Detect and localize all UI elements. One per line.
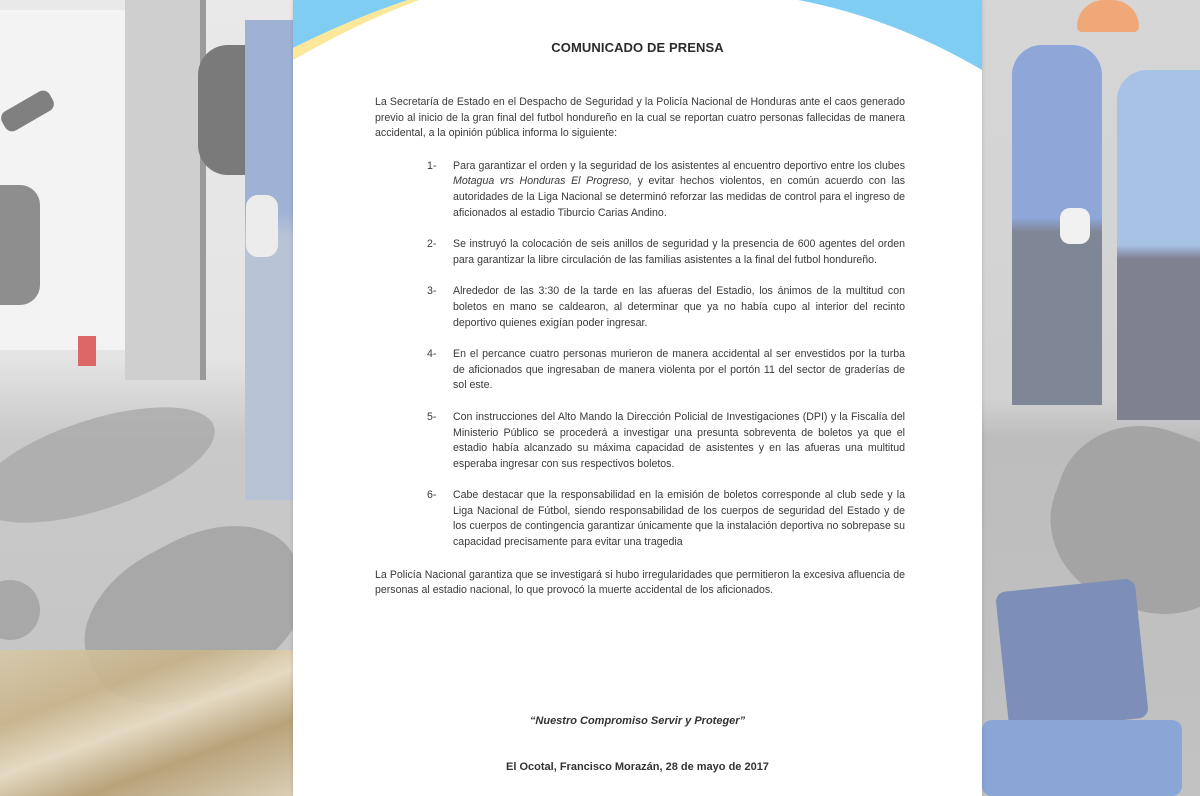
list-item [427, 284, 905, 331]
photo-orange-helmet [1077, 0, 1139, 32]
item-number: 3- [427, 285, 437, 298]
document-body [375, 95, 905, 599]
intro-paragraph: La Secretaría de Estado en el Despacho de Seguridad y la Policía Nacional de Honduras ante el caos generado previo al inicio de la gran final del futbol hondureño en la cual se reportan cuatro personas fallecidas de manera accidental, a la opinión pública informa lo siguiente: [375, 96, 905, 140]
photo-gold-tarp [0, 650, 293, 796]
background-photo-right [982, 0, 1200, 796]
list-item [427, 159, 905, 221]
item-text: Alrededor de las 3:30 de la tarde en las afueras del Estadio, los ánimos de la multitud con boletos en mano se caldearon, al determinar que ya no había cupo al interior del recinto deportivo quienes exigían poder ingresar. [453, 285, 905, 329]
document-title: COMUNICADO DE PRENSA [551, 40, 724, 55]
item-number: 2- [427, 238, 437, 251]
item-text: Se instruyó la colocación de seis anillos de seguridad y la presencia de 600 agentes del orden para garantizar la libre circulación de las familias asistentes a la final del futbol hondureño. [453, 238, 905, 266]
motto: “Nuestro Compromiso Servir y Proteger” [529, 715, 746, 727]
photo-figure-shadow [0, 185, 40, 305]
item-text: Con instrucciones del Alto Mando la Dirección Policial de Investigaciones (DPI) y la Fiscalía del Ministerio Público se procederá a investigar una presunta sobreventa de boletos ya que el estadio había alcanzado su máxima capacidad de asistentes y en las afueras una multitud esperaba ingresar con sus respectivos boletos. [453, 410, 905, 470]
list-item [427, 488, 905, 550]
list-item [427, 347, 905, 394]
item-text: y evitar hechos violentos, en común acuerdo con las autoridades de la Liga Nacional se determinó reforzar las medidas de control para el ingreso de aficionados al estadio Tiburcio Carias Andino. [453, 175, 906, 219]
item-number: 6- [427, 489, 437, 502]
photo-blue-bag [995, 578, 1149, 732]
photo-red-cup [78, 336, 96, 366]
list-item [427, 410, 905, 472]
place-and-date: El Ocotal, Francisco Morazán, 28 de mayo de 2017 [506, 761, 769, 773]
item-text-emphasis: Motagua vrs Honduras El Progreso, [453, 175, 633, 188]
item-text: En el percance cuatro personas murieron de manera accidental al ser envestidos por la turba de aficionados que ingresaban de manera violenta por el portón 11 del sector de graderías de sol este. [453, 348, 905, 392]
numbered-list [375, 159, 905, 551]
closing-paragraph: La Policía Nacional garantiza que se investigará si hubo irregularidades que permitieron la excesiva afluencia de personas al estadio nacional, lo que provocó la muerte accidental de los aficionados. [375, 568, 905, 597]
photo-shadow [0, 580, 40, 640]
photo-blue-bag [982, 720, 1182, 796]
list-item [427, 237, 905, 268]
photo-glove [246, 195, 278, 257]
item-text: Para garantizar el orden y la seguridad de los asistentes al encuentro deportivo entre los clubes [453, 159, 905, 172]
photo-police-officer [1117, 70, 1200, 420]
item-text: Cabe destacar que la responsabilidad en la emisión de boletos corresponde al club sede y la Liga Nacional de Fútbol, siendo responsabilidad de los cuerpos de seguridad del Estado y de los cuerpos de contingencia garantizar únicamente que la instalación deportiva no sobrepase su capacidad precisamente para evitar una tragedia [453, 489, 905, 549]
background-photo-left [0, 0, 293, 796]
item-number: 5- [427, 410, 437, 423]
press-release-document [293, 0, 982, 796]
item-number: 4- [427, 348, 437, 361]
photo-glove [1060, 208, 1090, 244]
photo-person [245, 20, 293, 500]
photo-shadow [0, 384, 228, 547]
photo-pillar [125, 0, 205, 380]
item-number: 1- [427, 159, 437, 172]
